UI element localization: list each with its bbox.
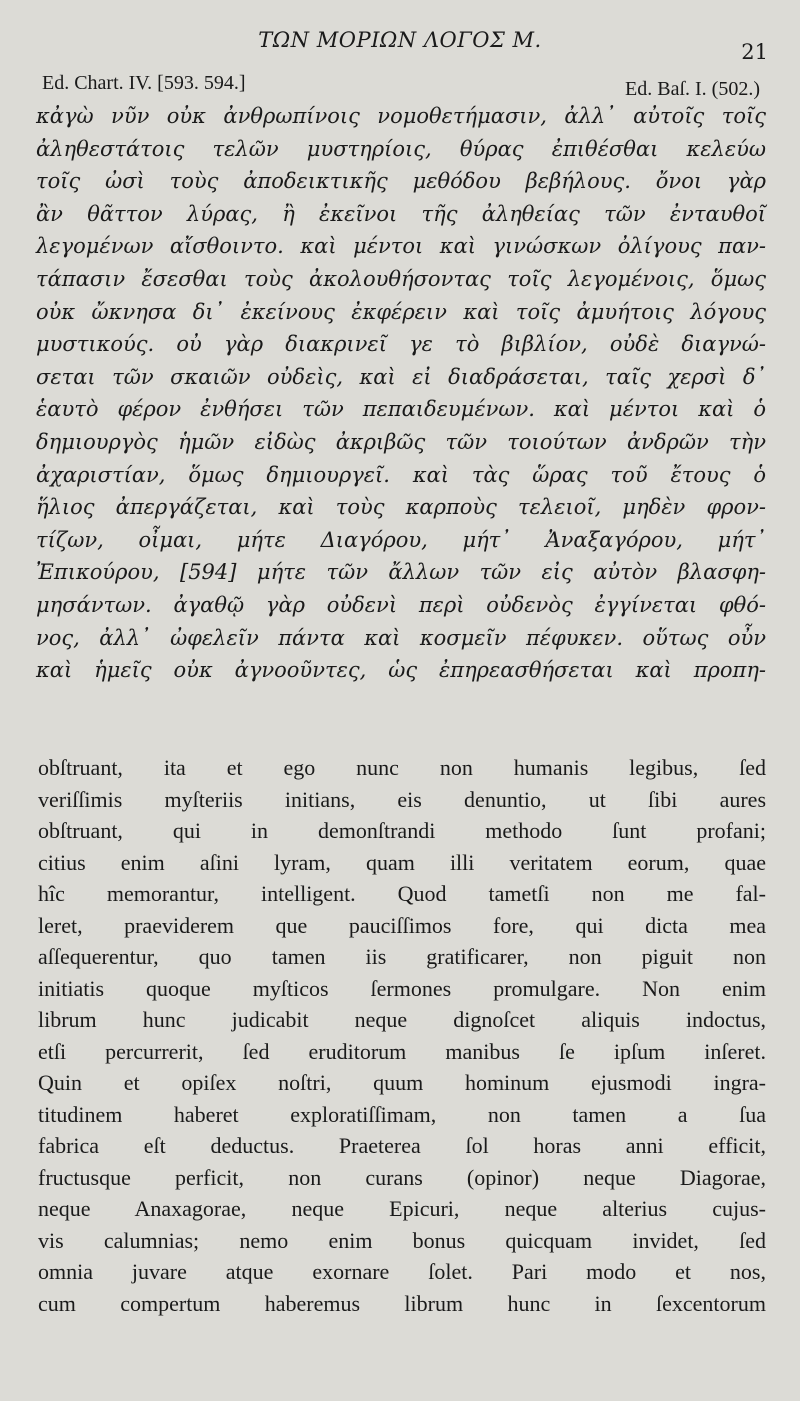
latin-text-line: vis calumnias; nemo enim bonus quicquam invidet, ſed: [38, 1227, 766, 1253]
page-number: 21: [741, 40, 768, 64]
greek-text-line: δημιουργὸς ἡμῶν εἰδὼς ἀκριβῶς τῶν τοιούτων ἀνδρῶν τὴν: [36, 429, 766, 454]
greek-text-line: ἂν θᾶττον λύρας, ἢ ἐκεῖνοι τῆς ἀληθείας τῶν ἐνταυθοῖ: [36, 201, 766, 226]
running-title: ΤΩΝ ΜΟΡΙΩΝ ΛΟΓΟΣ Μ.: [258, 28, 542, 52]
greek-text-line: Ἐπικούρου, [594] μήτε τῶν ἄλλων τῶν εἰς αὐτὸν βλασφη-: [36, 560, 766, 585]
latin-text-line: Quin et opiſex noſtri, quum hominum ejusmodi ingra-: [38, 1070, 766, 1095]
greek-text-line: λεγομένων αἴσθοιντο. καὶ μέντοι καὶ γινώσκων ὀλίγους παν-: [36, 234, 766, 259]
latin-text-line: cum compertum haberemus librum hunc in ſexcentorum: [38, 1290, 766, 1316]
latin-text-line: citius enim aſini lyram, quam illi veritatem eorum, quae: [38, 849, 766, 875]
greek-text-line: ἑαυτὸ φέρον ἐνθήσει τῶν πεπαιδευμένων. καὶ μέντοι καὶ ὁ: [36, 397, 766, 422]
latin-text-line: neque Anaxagorae, neque Epicuri, neque alterius cujus-: [38, 1196, 766, 1221]
greek-text-line: μησάντων. ἀγαθῷ γὰρ οὐδενὶ περὶ οὐδενὸς ἐγγίνεται φθό-: [36, 592, 766, 617]
greek-text-line: μυστικούς. οὐ γὰρ διακρινεῖ γε τὸ βιβλίον, οὐδὲ διαγνώ-: [36, 332, 766, 357]
latin-text-line: obſtruant, qui in demonſtrandi methodo ſunt profani;: [38, 818, 766, 843]
greek-text-line: κἀγὼ νῦν οὐκ ἀνθρωπίνοις νομοθετήμασιν, ἀλλ᾽ αὐτοῖς τοῖς: [36, 104, 766, 128]
latin-text-line: veriſſimis myſteriis initians, eis denuntio, ut ſibi aures: [38, 786, 766, 812]
latin-text-line: hîc memorantur, intelligent. Quod tametſi non me fal-: [38, 881, 766, 906]
greek-text-line: τοῖς ὠσὶ τοὺς ἀποδεικτικῆς μεθόδου βεβήλους. ὄνοι γὰρ: [36, 169, 766, 194]
greek-text-line: τίζων, οἶμαι, μήτε Διαγόρου, μήτ᾽ Ἀναξαγόρου, μήτ᾽: [36, 527, 766, 552]
latin-text-line: fabrica eſt deductus. Praeterea ſol horas anni efficit,: [38, 1133, 766, 1158]
greek-text-line: σεται τῶν σκαιῶν οὐδεὶς, καὶ εἰ διαδράσεται, ταῖς χερσὶ δ᾽: [36, 364, 766, 389]
greek-text-line: ἀληθεστάτοις τελῶν μυστηρίοις, θύρας ἐπιθέσθαι κελεύω: [36, 136, 766, 161]
edition-reference-chartier: Ed. Chart. IV. [593. 594.]: [42, 72, 246, 94]
greek-text-line: οὐκ ὤκνησα δι᾽ ἐκείνους ἐκφέρειν καὶ τοῖς ἀμυήτοις λόγους: [36, 299, 766, 324]
greek-text-line: ἥλιος ἀπεργάζεται, καὶ τοὺς καρποὺς τελειοῖ, μηδὲν φρον-: [36, 495, 766, 520]
greek-text-block: [36, 100, 766, 687]
latin-text-line: etſi percurrerit, ſed eruditorum manibus ſe ipſum inſeret.: [38, 1038, 766, 1064]
greek-text-line: ἀχαριστίαν, ὅμως δημιουργεῖ. καὶ τὰς ὥρας τοῦ ἔτους ὁ: [36, 462, 766, 487]
greek-text-line: τάπασιν ἔσεσθαι τοὺς ἀκολουθήσοντας τοῖς λεγομένοις, ὅμως: [36, 266, 766, 291]
latin-text-line: omnia juvare atque exornare ſolet. Pari modo et nos,: [38, 1259, 766, 1284]
latin-text-line: fructusque perficit, non curans (opinor) neque Diagorae,: [38, 1164, 766, 1190]
latin-text-line: librum hunc judicabit neque dignoſcet aliquis indoctus,: [38, 1007, 766, 1032]
latin-text-line: leret, praeviderem que pauciſſimos fore, qui dicta mea: [38, 912, 766, 938]
edition-reference-basel: Ed. Baſ. I. (502.): [625, 78, 760, 100]
latin-text-line: obſtruant, ita et ego nunc non humanis legibus, ſed: [38, 755, 766, 780]
latin-text-line: aſſequerentur, quo tamen iis gratificarer, non piguit non: [38, 944, 766, 969]
latin-text-block: [38, 752, 766, 1319]
greek-text-line: νος, ἀλλ᾽ ὠφελεῖν πάντα καὶ κοσμεῖν πέφυκεν. οὕτως οὖν: [36, 625, 766, 650]
latin-text-line: initiatis quoque myſticos ſermones promulgare. Non enim: [38, 975, 766, 1001]
latin-text-line: titudinem haberet exploratiſſimam, non tamen a ſua: [38, 1101, 766, 1127]
greek-text-line: καὶ ἡμεῖς οὐκ ἀγνοοῦντες, ὡς ἐπηρεασθήσεται καὶ προπη-: [36, 658, 766, 683]
